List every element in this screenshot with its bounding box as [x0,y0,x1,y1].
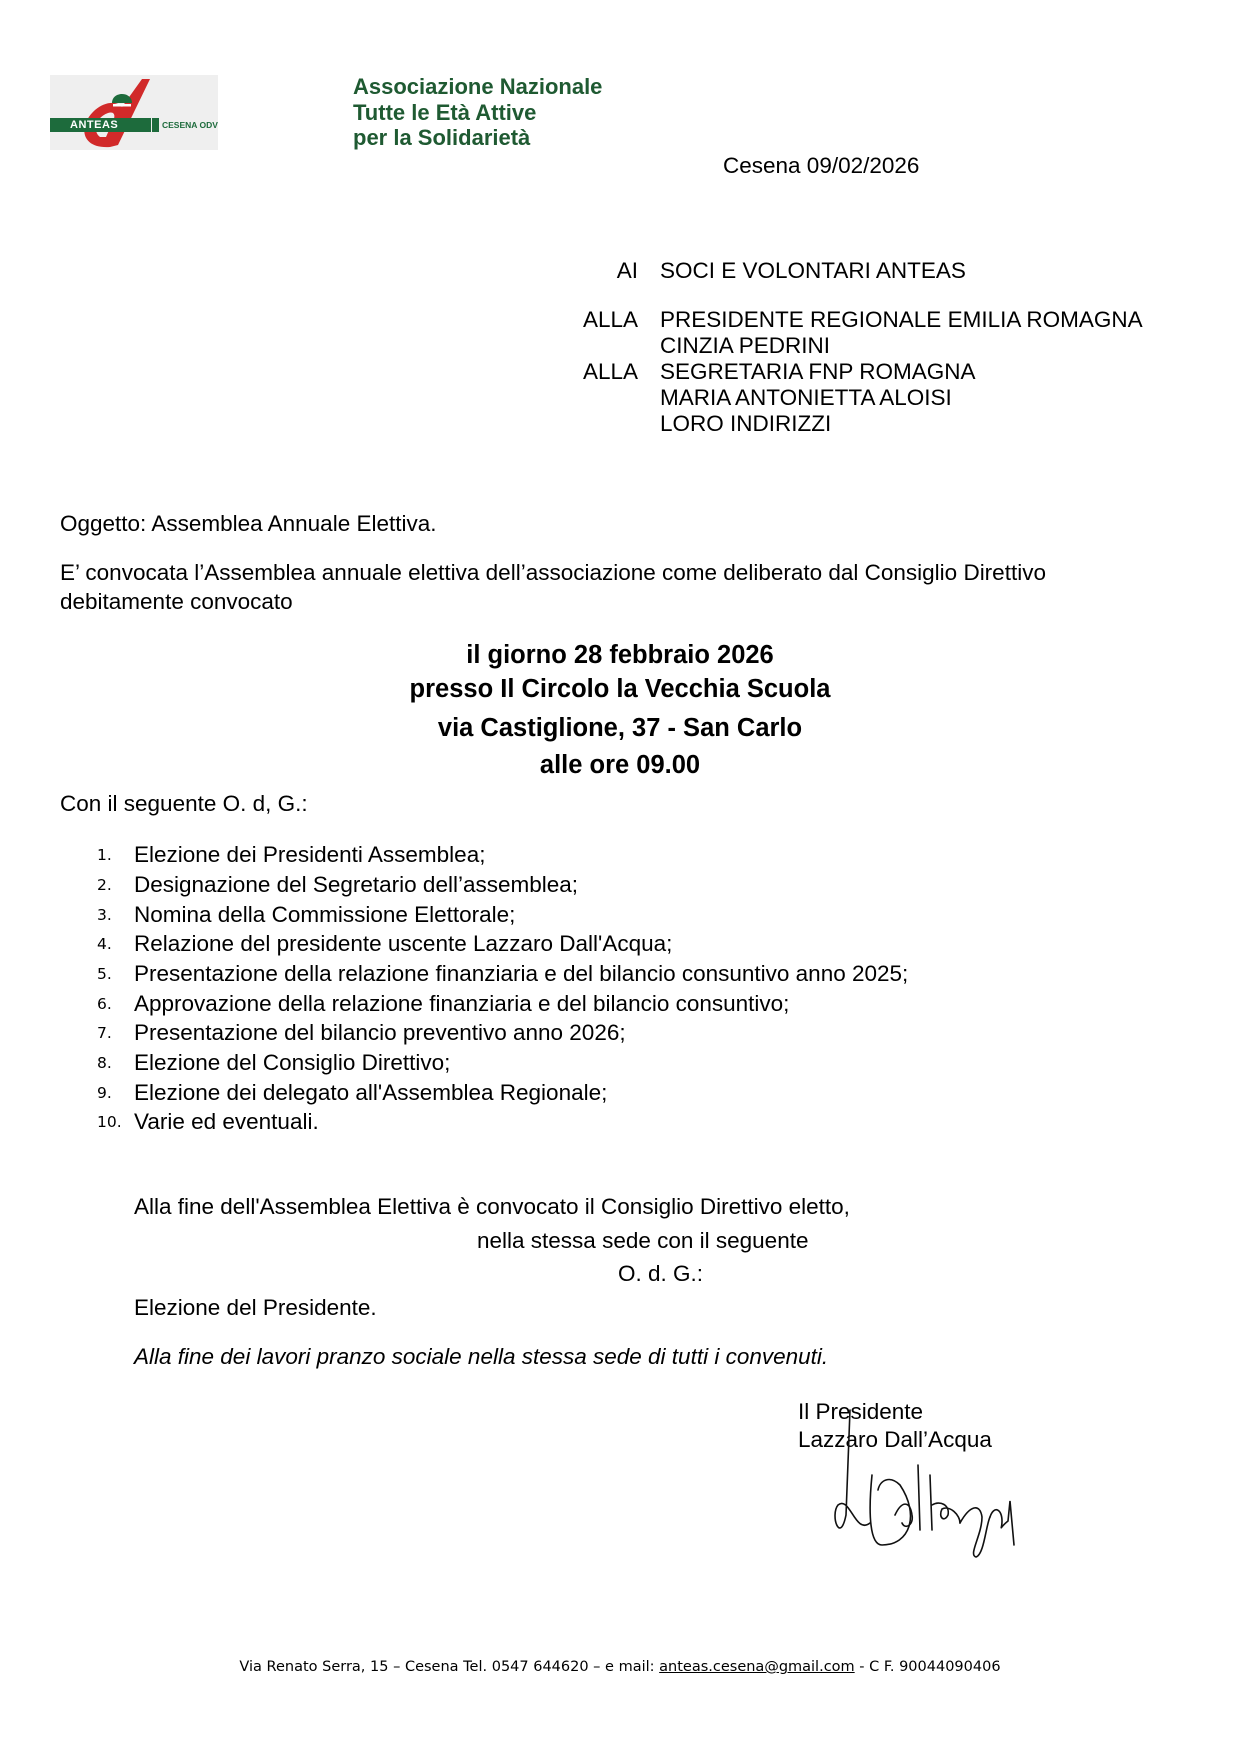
logo-brand-bar [50,118,151,132]
agenda-item-text: Relazione del presidente uscente Lazzaro Dall'Acqua; [134,931,673,956]
closing-election: Elezione del Presidente. [134,1295,377,1320]
agenda-item-number: 9. [97,1084,112,1102]
recipient-label: AI [616,258,638,283]
agenda-item-number: 5. [97,965,112,983]
event-date: il giorno 28 febbraio 2026 [466,641,774,669]
agenda-item-number: 1. [97,846,112,864]
signatory-name: Lazzaro Dall’Acqua [798,1427,992,1452]
agenda-item-number: 7. [97,1024,112,1042]
agenda-item-number: 6. [97,995,112,1013]
agenda-item-number: 4. [97,935,112,953]
event-time: alle ore 09.00 [539,751,701,779]
agenda-item-text: Varie ed eventuali. [134,1109,319,1134]
lunch-note: Alla fine dei lavori pranzo sociale nella stessa sede di tutti i convenuti. [134,1344,829,1369]
recipient-line: LORO INDIRIZZI [660,411,832,436]
anteas-logo [50,75,218,150]
agenda-item-text: Presentazione della relazione finanziaria e del bilancio consuntivo anno 2025; [134,961,909,986]
agenda-item-text: Elezione dei Presidenti Assemblea; [134,842,486,867]
intro-text-line-2: debitamente convocato [60,589,293,614]
agenda-item-text: Elezione dei delegato all'Assemblea Regionale; [134,1080,608,1105]
closing-line-1: Alla fine dell'Assemblea Elettiva è convocato il Consiglio Direttivo eletto, [134,1194,850,1219]
footer-address: Via Renato Serra, 15 – Cesena Tel. 0547 644620 – e mail: [239,1659,660,1675]
recipient-line: CINZIA PEDRINI [660,333,831,358]
agenda-item-text: Presentazione del bilancio preventivo anno 2026; [134,1020,626,1045]
recipient-label: ALLA [582,307,638,332]
subject-line: Oggetto: Assemblea Annuale Elettiva. [60,511,437,536]
anteas-a-mark-icon [50,75,218,150]
logo-bar-divider [152,118,159,132]
agenda-item-number: 10. [97,1113,122,1131]
event-address: via Castiglione, 37 - San Carlo [437,714,803,742]
agenda-item-text: Approvazione della relazione finanziaria e del bilancio consuntivo; [134,991,790,1016]
org-line: Tutte le Età Attive [353,99,537,125]
org-line: Associazione Nazionale [353,74,603,99]
agenda-item-text: Nomina della Commissione Elettorale; [134,902,516,927]
event-venue: presso Il Circolo la Vecchia Scuola [409,675,831,703]
signatory-title: Il Presidente [798,1399,924,1424]
agenda-item-text: Designazione del Segretario dell’assemblea; [134,872,579,897]
agenda-item-number: 8. [97,1054,112,1072]
logo-branch-text: CESENA ODV [162,120,218,130]
closing-line-2: nella stessa sede con il seguente [477,1228,809,1253]
recipient-line: MARIA ANTONIETTA ALOISI [660,385,952,410]
place-date: Cesena 09/02/2026 [723,153,920,178]
handwritten-signature-icon [810,1405,1040,1570]
intro-text-line-1: E’ convocata l’Assemblea annuale elettiva dell’associazione come deliberato dal Consiglio Direttivo [60,560,1046,585]
footer-tax-code: - C F. 90044090406 [854,1659,1001,1675]
closing-odg: O. d. G.: [618,1261,704,1286]
footer-contact [0,1656,1240,1678]
agenda-item-number: 2. [97,876,112,894]
footer-email-link[interactable]: anteas.cesena@gmail.com [659,1659,855,1675]
org-line: per la Solidarietà [353,125,531,150]
agenda-item-text: Elezione del Consiglio Direttivo; [134,1050,451,1075]
recipient-label: ALLA [582,359,638,384]
agenda-intro: Con il seguente O. d, G.: [60,791,308,816]
logo-brand-text: ANTEAS [70,119,119,131]
agenda-item-number: 3. [97,906,112,924]
recipient-line: SEGRETARIA FNP ROMAGNA [660,359,976,384]
organization-name [353,74,602,151]
recipient-line: PRESIDENTE REGIONALE EMILIA ROMAGNA [660,307,1143,332]
recipient-line: SOCI E VOLONTARI ANTEAS [660,258,966,283]
